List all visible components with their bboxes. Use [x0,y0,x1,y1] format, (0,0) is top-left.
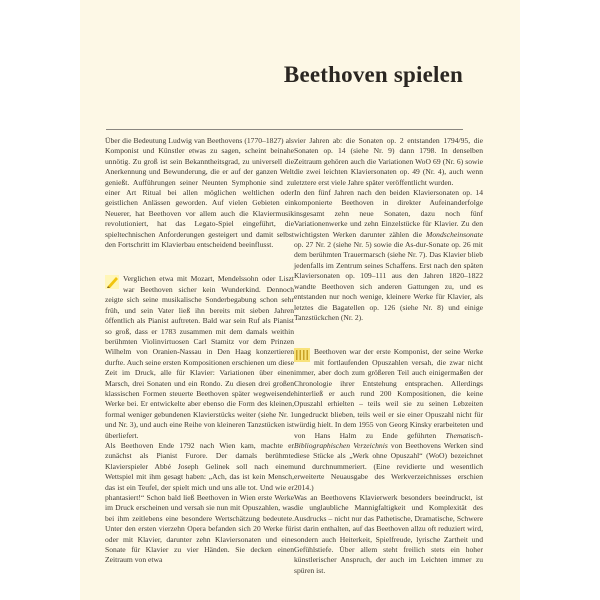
bars-icon [294,348,310,362]
paragraph-opuszahlen [294,347,483,493]
paragraph-text: Beethoven war der erste Komponist, der seine Werke mit fortlaufenden Opuszahlen versah, die zwar nicht immer, aber doch zum größeren Teil auch einigermaßen der Chronologie ihrer Entstehung entsprachen. Allerdings hinterließ er auch rund 200 Kompositionen, die keine Opuszahl erhielten – teils weil sie zu seinen Lebzeiten ungedruckt blieben, teils weil er sie einer Opuszahl nicht für würdig hielt. In dem 1955 von Georg Kinsky erarbeiteten und von Hans Halm zu Ende geführten [294,347,483,440]
paragraph-text: Verglichen etwa mit Mozart, Mendelssohn oder Liszt war Beethoven sicher kein Wunderkind. Dennoch zeigte sich seine musikalische Sonderbegabung schon sehr früh, und sein Vater ließ ihn bereits mit sieben Jahren öffentlich als Pianist auftreten. Bald war sein Ruf als Pianist so groß, dass er 1783 zusammen mit dem damals weithin berühmten Violinvirtuosen Carl Stamitz vor dem Prinzen Wilhelm von Oranien-Nassau in Den Haag konzertieren durfte. Auch seine ersten Kompositionen erschienen um diese Zeit im Druck, alle für Klavier: Variationen über einen Marsch, drei Sonaten und ein Rondo. Zu diesen drei großen klassischen Formen steuerte Beethoven später wegweisende Werke bei. Er entwickelte aber ebenso die Form des kleinen, formal weniger gebundenen Klavierstücks weiter (siehe Nr. 1 und Nr. 3), und auch eine Reihe von kleineren Tanzstücken ist überliefert. [105,274,294,440]
intro-paragraph: Über die Bedeutung Ludwig van Beethovens (1770–1827) als Komponist und Künstler etwas zu sagen, scheint beinahe unnötig. Zu groß ist sein Bekanntheitsgrad, zu universell die Anerkennung und Bewunderung, die er auf der ganzen Welt genießt. Aufführungen seiner Neunten Symphonie sind zu einer Art Ritual bei allen möglichen weltlichen oder geistlichen Anlässen geworden. Auf vielen Gebieten ein Neuerer, hat Beethoven vor allem auch die Klaviermusik revolutioniert, hat das Legato-Spiel eingeführt, die spieltechnischen Anforderungen gesteigert und damit selbst den Fortschritt im Klavierbau entscheidend beeinflusst. [105,136,294,250]
title-divider [106,129,463,130]
paragraph-klavierwerk: Was an Beethovens Klavierwerk besonders beeindruckt, ist die unglaubliche Mannigfaltigkeit und Komplexität des Ausdrucks – nicht nur das Pathetische, Dramatische, Schwere ist darin enthalten, auf das Beethoven allzu oft reduziert wird, sondern auch Heiterkeit, Spielfreude, lyrische Zartheit und Gefühlstiefe. Über allem steht freilich stets ein hoher künstlerischer Anspruch, der auch im Leichten immer zu spüren ist. [294,493,483,575]
catalog-title: Thematisch-Bibliographischen Verzeichnis [294,430,483,450]
work-title: Mondscheinsonate [426,229,483,239]
left-column [105,136,294,566]
paragraph-text: op. 27 Nr. 2 (siehe Nr. 5) sowie die As-dur-Sonate op. 26 mit dem berühmten Trauermarsch (siehe Nr. 7). Das Klavier blieb jedenfalls im Zentrum seines Schaffens. Erst nach den späten Klaviersonaten op. 109–111 aus den Jahren 1820–1822 wandte Beethoven sich anderen Gattungen zu, und es entstanden nur noch wenige, kleinere Werke für Klavier, als letztes die Bagatellen op. 126 (siehe Nr. 8) und einige Tanzstückchen (Nr. 2). [294,240,483,322]
pencil-icon [105,275,119,289]
paragraph-text: von Beethovens Werken sind diese Stücke als „Werk ohne Opuszahl“ (WoO) bezeichnet und durchnummeriert. (Eine revidierte und wesentlich erweiterte Neuausgabe des Werkverzeichnisses erschien 2014.) [294,440,484,492]
paragraph-wunderkind [105,274,294,441]
book-page [80,0,520,600]
right-column [294,136,483,576]
paragraph-fuenf-jahre [294,188,483,323]
paragraph-sonaten: vier Jahren ab: die Sonaten op. 2 entstanden 1794/95, die Sonaten op. 14 (siehe Nr. 9) dann 1798. In denselben Zeitraum gehören auch die Variationen WoO 69 (Nr. 6) sowie die zwei leichten Klaviersonaten op. 49 (Nr. 4), auch wenn letztere erst viele Jahre später veröffentlicht wurden. [294,136,483,187]
paragraph-text: In den fünf Jahren nach den beiden Klaviersonaten op. 14 komponierte Beethoven in direkter Aufeinanderfolge insgesamt zehn neue Sonaten, dazu noch fünf Variationenwerke und zehn Einzelstücke für Klavier. Zu den wichtigsten Werken darunter zählen die [294,188,483,239]
paragraph-wien: Als Beethoven Ende 1792 nach Wien kam, machte er zunächst als Pianist Furore. Der damals berühmte Klavierspieler Abbé Joseph Gelinek soll nach einem Wettspiel mit ihm gesagt haben: „Ach, das ist kein Mensch, das ist ein Teufel, der spielt mich und uns alle tot. Und wie er phantasiert!“ Schon bald ließ Beethoven in Wien erste Werke im Druck erscheinen und versah sie nun mit Opuszahlen, was bei ihm zeitlebens eine besondere Wertschätzung bedeutete. Unter den ersten vierzehn Opera befanden sich 20 Werke für oder mit Klavier, darunter zehn Klaviersonaten und eine Sonate für Klavier zu vier Händen. Sie decken einen Zeitraum von etwa [105,440,294,565]
page-title: Beethoven spielen [283,62,463,87]
